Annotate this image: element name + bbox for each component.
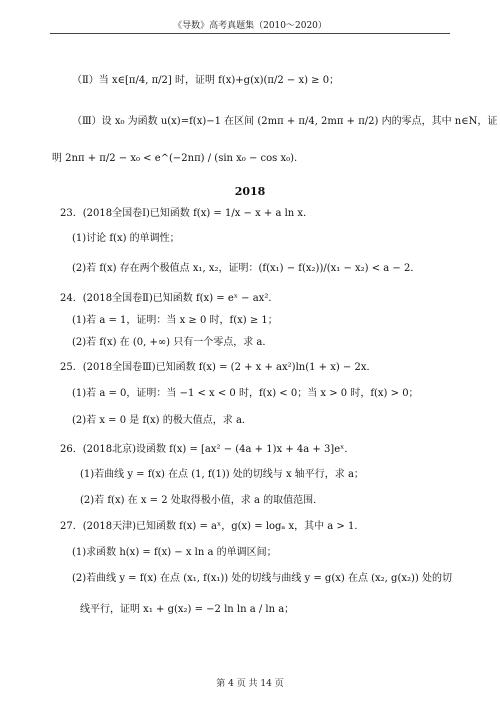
problem-25-part-2: (2)若 x = 0 是 f(x) 的极大值点，求 a． [72,415,252,426]
problem-24-part-1: (1)若 a = 1，证明：当 x ≥ 0 时，f(x) ≥ 1； [72,315,278,326]
problem-25-part-1: (1)若 a = 0，证明：当 −1 < x < 0 时，f(x) < 0；当 x > 0 时，f(x) > 0； [72,388,419,399]
problem-23-part-1: (1)讨论 f(x) 的单调性； [72,233,180,244]
part-3-statement-line2: 明 2nπ + π/2 − x₀ < e^(−2nπ) / (sin x₀ − cos x₀). [52,153,298,164]
part-3-statement-line1: （Ⅲ）设 x₀ 为函数 u(x)=f(x)−1 在区间 (2mπ + π/4, 2mπ + π/2) 内的零点，其中 n∈N，证 [72,116,498,127]
problem-26-label: 26．(2018北京)设函数 f(x) = [ax² − (4a + 1)x + 4a + 3]eˣ． [60,444,355,455]
problem-25-label: 25．(2018全国卷Ⅲ)已知函数 f(x) = (2 + x + ax²)ln(1 + x) − 2x． [60,362,377,373]
page-header: 《导数》高考真题集（2010～2020） [173,21,327,31]
problem-23-label: 23．(2018全国卷Ⅰ)已知函数 f(x) = 1/x − x + a ln x． [60,208,314,219]
problem-24-part-2: (2)若 f(x) 在 (0, +∞) 只有一个零点，求 a． [72,337,273,348]
part-2-statement: （Ⅱ）当 x∈[π/4, π/2] 时，证明 f(x)+g(x)(π/2 − x) ≥ 0； [72,75,340,86]
problem-24-label: 24．(2018全国卷Ⅱ)已知函数 f(x) = eˣ − ax²． [60,293,279,304]
problem-27-part-2-line1: (2)若曲线 y = f(x) 在点 (x₁, f(x₁)) 处的切线与曲线 y = g(x) 在点 (x₂, g(x₂)) 处的切 [72,573,452,584]
problem-27-label: 27．(2018天津)已知函数 f(x) = aˣ，g(x) = logₐ x，其中 a > 1． [60,521,365,532]
problem-26-part-2: (2)若 f(x) 在 x = 2 处取得极小值，求 a 的取值范围． [80,495,324,506]
problem-27-part-2-line2: 线平行，证明 x₁ + g(x₂) = −2 ln ln a / ln a； [80,604,295,615]
problem-26-part-1: (1)若曲线 y = f(x) 在点 (1, f(1)) 处的切线与 x 轴平行，求 a； [80,469,364,480]
year-heading: 2018 [234,185,266,198]
problem-23-part-2: (2)若 f(x) 存在两个极值点 x₁, x₂，证明：(f(x₁) − f(x₂))/(x₁ − x₂) < a − 2． [72,263,421,274]
problem-27-part-1: (1)求函数 h(x) = f(x) − x ln a 的单调区间； [72,547,277,558]
page-footer: 第 4 页 共 14 页 [216,679,284,689]
